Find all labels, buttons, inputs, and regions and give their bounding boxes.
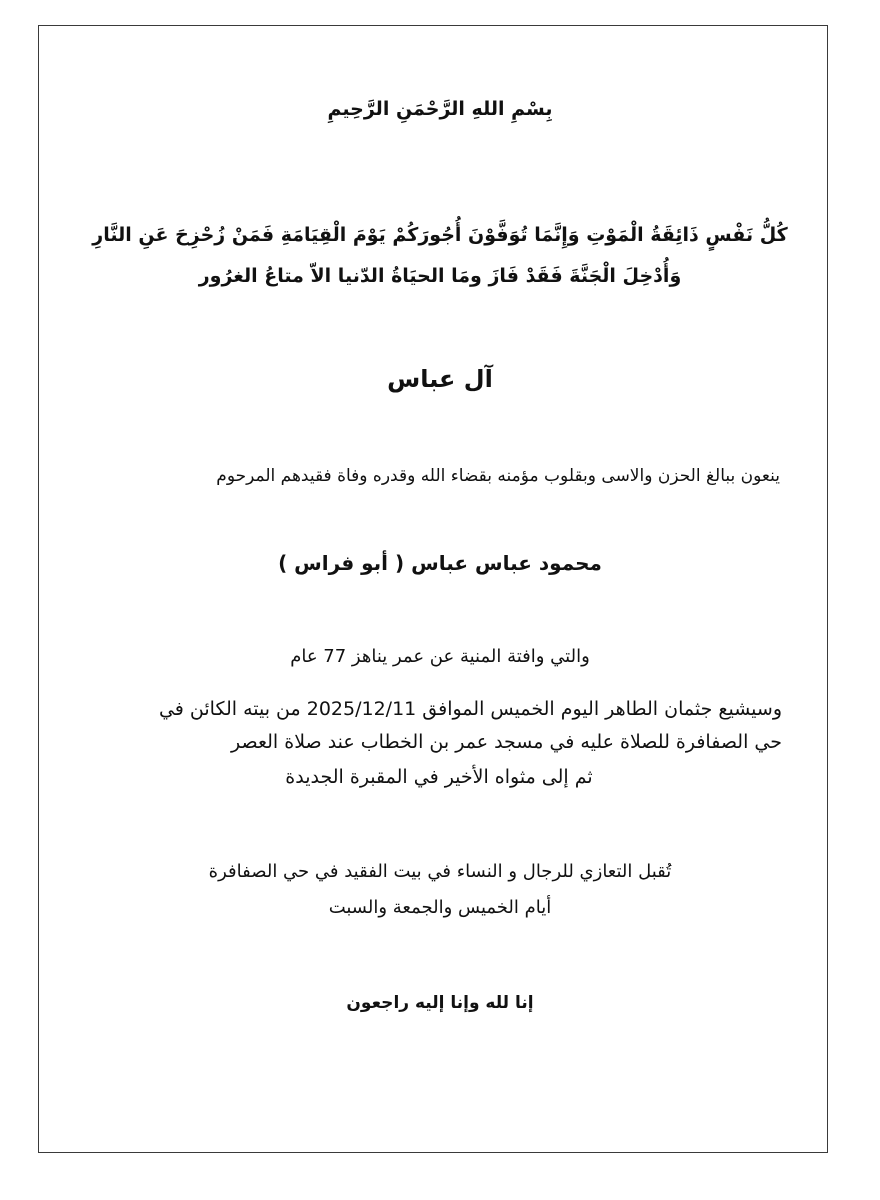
funeral-line-2: حي الصفافرة للصلاة عليه في مسجد عمر بن الخطاب عند صلاة العصر [231, 731, 782, 753]
condolence-line-2: أيام الخميس والجمعة والسبت [328, 897, 552, 918]
condolence-line-1: تُقبل التعازي للرجال و النساء في بيت الفقيد في حي الصفافرة [208, 861, 672, 882]
basmala-heading: بِسْمِ اللهِ الرَّحْمَنِ الرَّحِيمِ [327, 98, 553, 120]
quran-verse-line-2: وَأُدْخِلَ الْجَنَّةَ فَقَدْ فَازَ ومَا الحيَاةُ الدّنيا الاّ متاعُ الغرُور [198, 265, 682, 287]
deceased-name: محمود عباس عباس ( أبو فراس ) [278, 551, 602, 575]
funeral-line-1: وسيشيع جثمان الطاهر اليوم الخميس الموافق 2025/12/11 من بيته الكائن في [158, 698, 782, 720]
closing-phrase: إنا لله وإنا إليه راجعون [346, 993, 534, 1013]
announcement-text: ينعون ببالغ الحزن والاسى وبقلوب مؤمنه بقضاء الله وقدره وفاة فقيدهم المرحوم [216, 466, 780, 486]
family-name-heading: آل عباس [387, 365, 493, 393]
quran-verse-line-1: كُلُّ نَفْسٍ ذَائِقَةُ الْمَوْتِ وَإِنَّمَا تُوَفَّوْنَ أُجُورَكُمْ يَوْمَ الْقِيَامَةِ فَمَنْ زُحْزِحَ عَنِ النَّارِ [92, 224, 788, 246]
age-line: والتي وافتة المنية عن عمر يناهز 77 عام [290, 646, 590, 667]
funeral-line-3: ثم إلى مثواه الأخير في المقبرة الجديدة [285, 766, 593, 788]
page-border [38, 25, 828, 1153]
